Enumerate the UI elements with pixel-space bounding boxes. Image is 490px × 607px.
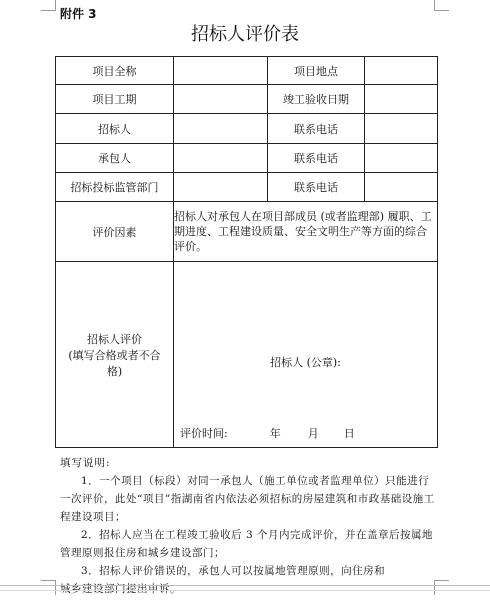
tenderer-cell[interactable] <box>174 114 268 144</box>
document-title: 招标人评价表 <box>191 24 299 45</box>
instruction-item-3: 3．招标人评价错误的，承包人可以按属地管理原则，向住房和 <box>81 565 386 577</box>
tenderer-phone-cell[interactable] <box>365 114 438 144</box>
table-row <box>56 85 438 114</box>
evaluation-box[interactable] <box>174 262 438 448</box>
month-label: 月 <box>307 427 319 440</box>
tenderer-label: 招标人 <box>56 114 174 144</box>
instruction-item-3-continued: 城乡建设部门提出申诉。 <box>60 583 181 595</box>
contractor-label: 承包人 <box>56 144 174 173</box>
instruction-item-2: 2．招标人应当在工程竣工验收后 3 个月内完成评价，并在盖章后按属地管理原则报住房和城乡建设部门； <box>60 529 434 559</box>
contractor-phone-cell[interactable] <box>365 144 438 173</box>
evaluation-form-table <box>55 56 438 448</box>
project-location-label: 项目地点 <box>268 57 365 85</box>
supervisor-label: 招标投标监管部门 <box>56 173 174 202</box>
filling-instructions <box>60 454 438 595</box>
evaluation-factors-text: 招标人对承包人在项目部成员 (或者监理部) 履职、工期进度、工程建设质量、安全文明生产等方面的综合评价。 <box>174 202 438 262</box>
project-name-label: 项目全称 <box>56 57 174 85</box>
project-duration-cell[interactable] <box>174 85 268 114</box>
evaluation-time <box>180 425 355 441</box>
project-location-cell[interactable] <box>365 57 438 85</box>
evaluation-label-line2: (填写合格或者不合 <box>68 348 161 362</box>
table-row <box>56 173 438 202</box>
contractor-phone-label: 联系电话 <box>268 144 365 173</box>
instruction-item-1: 1．一个项目（标段）对同一承包人（施工单位或者监理单位）只能进行一次评价，此处“项目”指湖南省内依法必须招标的房屋建筑和市政基础设施工程建设项目； <box>60 475 435 523</box>
page-break-line <box>0 585 490 586</box>
project-name-cell[interactable] <box>174 57 268 85</box>
year-label: 年 <box>269 427 281 440</box>
table-row <box>56 144 438 173</box>
seal-label: 招标人 (公章): <box>270 356 341 369</box>
completion-date-label: 竣工验收日期 <box>268 85 365 114</box>
table-row <box>56 57 438 85</box>
evaluation-factors-label: 评价因素 <box>56 202 174 262</box>
supervisor-cell[interactable] <box>174 173 268 202</box>
evaluation-time-label: 评价时间: <box>180 427 228 440</box>
evaluation-label <box>56 262 174 448</box>
attachment-label: 附件 3 <box>60 7 97 21</box>
crop-mark-top-left <box>41 0 56 11</box>
crop-mark-top-right <box>434 0 449 11</box>
completion-date-cell[interactable] <box>365 85 438 114</box>
table-row <box>56 114 438 144</box>
evaluation-label-line1: 招标人评价 <box>87 332 142 346</box>
page-break-line-lower <box>0 590 490 591</box>
table-row <box>56 202 438 262</box>
supervisor-phone-cell[interactable] <box>365 173 438 202</box>
table-row <box>56 262 438 448</box>
instructions-heading: 填写说明: <box>60 457 111 469</box>
day-label: 日 <box>343 427 355 440</box>
tenderer-phone-label: 联系电话 <box>268 114 365 144</box>
project-duration-label: 项目工期 <box>56 85 174 114</box>
contractor-cell[interactable] <box>174 144 268 173</box>
evaluation-label-line3: 格) <box>106 364 123 378</box>
supervisor-phone-label: 联系电话 <box>268 173 365 202</box>
crop-mark-bottom-left <box>41 580 56 595</box>
